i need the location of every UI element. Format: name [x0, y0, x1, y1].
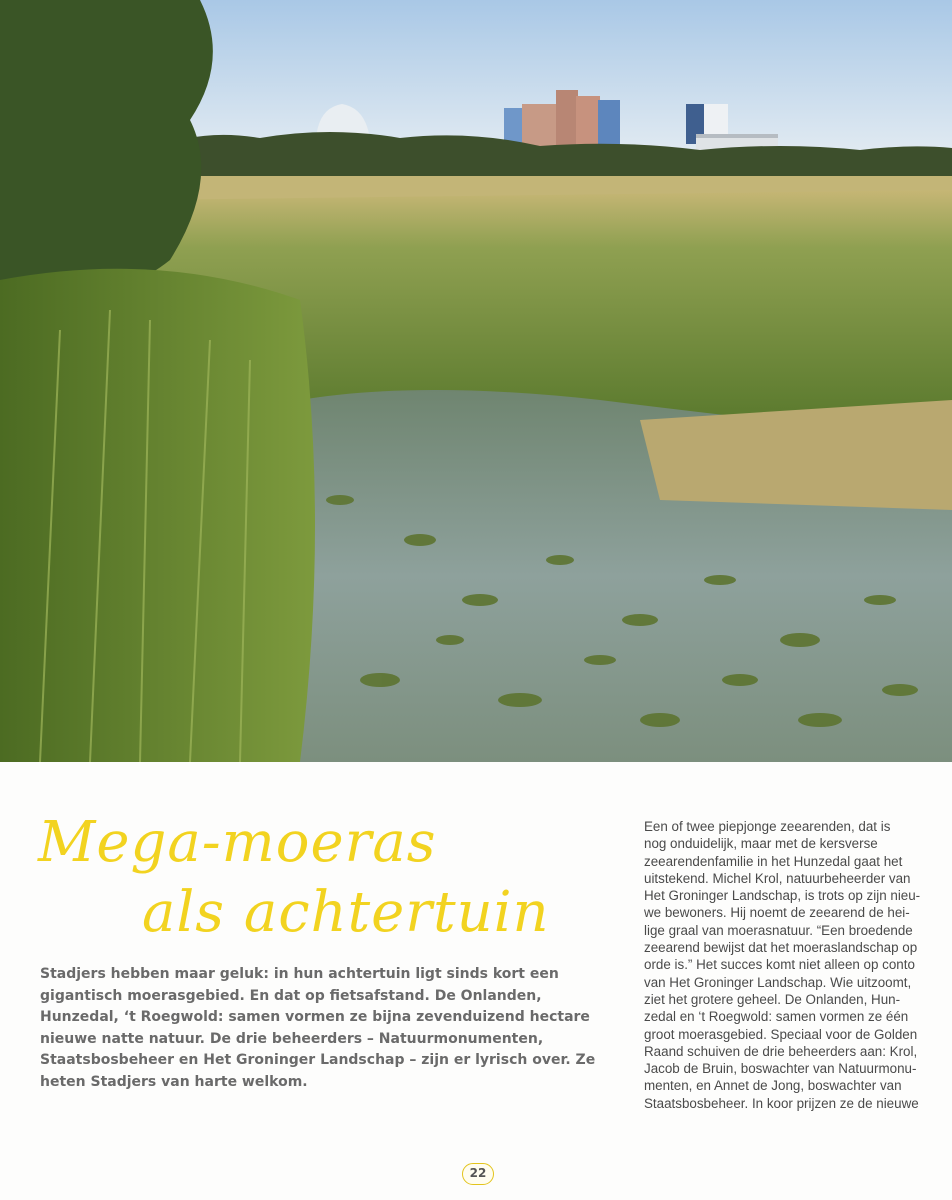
- body-line: zedal en ‘t Roegwold: samen vormen ze één: [644, 1009, 909, 1025]
- body-line: groot moerasgebied. Speciaal voor de Golden: [644, 1026, 918, 1042]
- article-body-column: [644, 818, 936, 1112]
- body-line: van Het Groninger Landschap. Wie uitzoomt,: [644, 974, 912, 990]
- body-line: ziet het grotere geheel. De Onlanden, Hun-: [644, 991, 901, 1007]
- body-line: uitstekend. Michel Krol, natuurbeheerder van: [644, 870, 911, 886]
- body-line: menten, en Annet de Jong, boswachter van: [644, 1078, 902, 1094]
- body-line: orde is.” Het succes komt niet alleen op conto: [644, 957, 915, 973]
- body-line: Raand schuiven de drie beheerders aan: Krol,: [644, 1043, 918, 1059]
- body-line: we bewoners. Hij noemt de zeearend de hei-: [644, 905, 910, 921]
- body-line: nog onduidelijk, maar met de kersverse: [644, 836, 878, 852]
- body-line: zeearendenfamilie in het Hunzedal gaat het: [644, 853, 903, 869]
- page-number: 22: [462, 1163, 494, 1185]
- article-lead: Stadjers hebben maar geluk: in hun achtertuin ligt sinds kort een gigantisch moerasgebied. En dat op fietsafstand. De Onlanden, Hunzedal, ‘t Roegwold: samen vormen ze bijna zevenduizend hectare nieuwe natte natuur. De drie beheerders – Natuurmonumenten, Staatsbosbeheer en Het Groninger Landschap – zijn er lyrisch over. Ze heten Stadjers van harte welkom.: [40, 966, 596, 1090]
- body-line: Het Groninger Landschap, is trots op zijn nieu-: [644, 888, 921, 904]
- body-line: Een of twee piepjonge zeearenden, dat is: [644, 819, 891, 834]
- body-line: Staatsbosbeheer. In koor prijzen ze de nieuwe: [644, 1095, 919, 1111]
- article-title-line2: als achtertuin: [142, 880, 550, 945]
- article-title-line1: Mega-moeras: [38, 810, 437, 875]
- body-line: lige graal van moerasnatuur. “Een broedende: [644, 922, 913, 938]
- body-line: Jacob de Bruin, boswachter van Natuurmonu-: [644, 1061, 917, 1077]
- article-title: [38, 808, 618, 948]
- body-line: zeearend bewijst dat het moeraslandschap op: [644, 940, 918, 956]
